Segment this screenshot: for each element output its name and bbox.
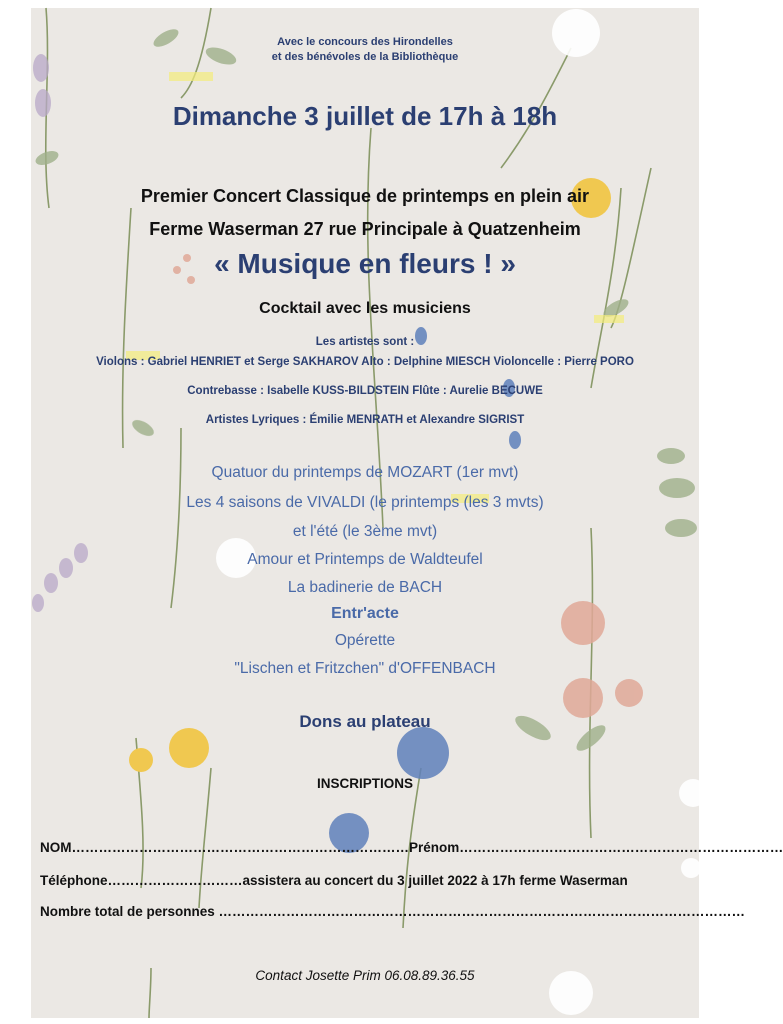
concert-heading (31, 180, 699, 246)
program-intermission: Entr'acte (331, 605, 399, 622)
program-item: Amour et Printemps de Waldteufel (247, 551, 483, 568)
sponsor-text (31, 35, 699, 65)
concert-line-1: Premier Concert Classique de printemps en plein air (140, 186, 590, 206)
form-name-line: NOM…………………………………………………………………Prénom……………………………………………………………… (40, 840, 783, 855)
program-item: et l'été (le 3ème mvt) (292, 523, 438, 540)
program-item: Les 4 saisons de VIVALDI (le printemps (les 3 mvts) (186, 494, 544, 511)
sponsor-line-2: et des bénévoles de la Bibliothèque (271, 51, 459, 63)
artists-line-1: Violons : Gabriel HENRIET et Serge SAKHAROV Alto : Delphine MIESCH Violoncelle : Pierre PORO (96, 356, 634, 368)
concert-title: « Musique en fleurs ! » (214, 248, 516, 279)
form-phone-line: Téléphone…………………………assistera au concert du 3 juillet 2022 à 17h ferme Waserman (40, 873, 628, 888)
artists-line-2: Contrebasse : Isabelle KUSS-BILDSTEIN Flûte : Aurelie BECUWE (187, 385, 543, 397)
cocktail-text: Cocktail avec les musiciens (259, 300, 471, 317)
program-item: Opérette (334, 632, 396, 649)
program-item: Quatuor du printemps de MOZART (1er mvt) (211, 464, 519, 481)
artists-line-3: Artistes Lyriques : Émilie MENRATH et Alexandre SIGRIST (205, 414, 525, 426)
inscriptions-heading: INSCRIPTIONS (316, 776, 413, 791)
sponsor-line-1: Avec le concours des Hirondelles (277, 36, 453, 48)
poster (31, 8, 783, 1018)
form-people-line: Nombre total de personnes ……………………………………………………………………………………………………… (40, 904, 746, 919)
event-date: Dimanche 3 juillet de 17h à 18h (172, 101, 558, 131)
program-item: "Lischen et Fritzchen" d'OFFENBACH (234, 660, 496, 677)
program-item: La badinerie de BACH (287, 579, 443, 596)
concert-line-2: Ferme Waserman 27 rue Principale à Quatzenheim (149, 219, 581, 239)
donations-text: Dons au plateau (299, 712, 431, 731)
floral-decoration (31, 8, 699, 1018)
artists-intro: Les artistes sont : (315, 336, 415, 348)
contact-text: Contact Josette Prim 06.08.89.36.55 (255, 968, 475, 983)
